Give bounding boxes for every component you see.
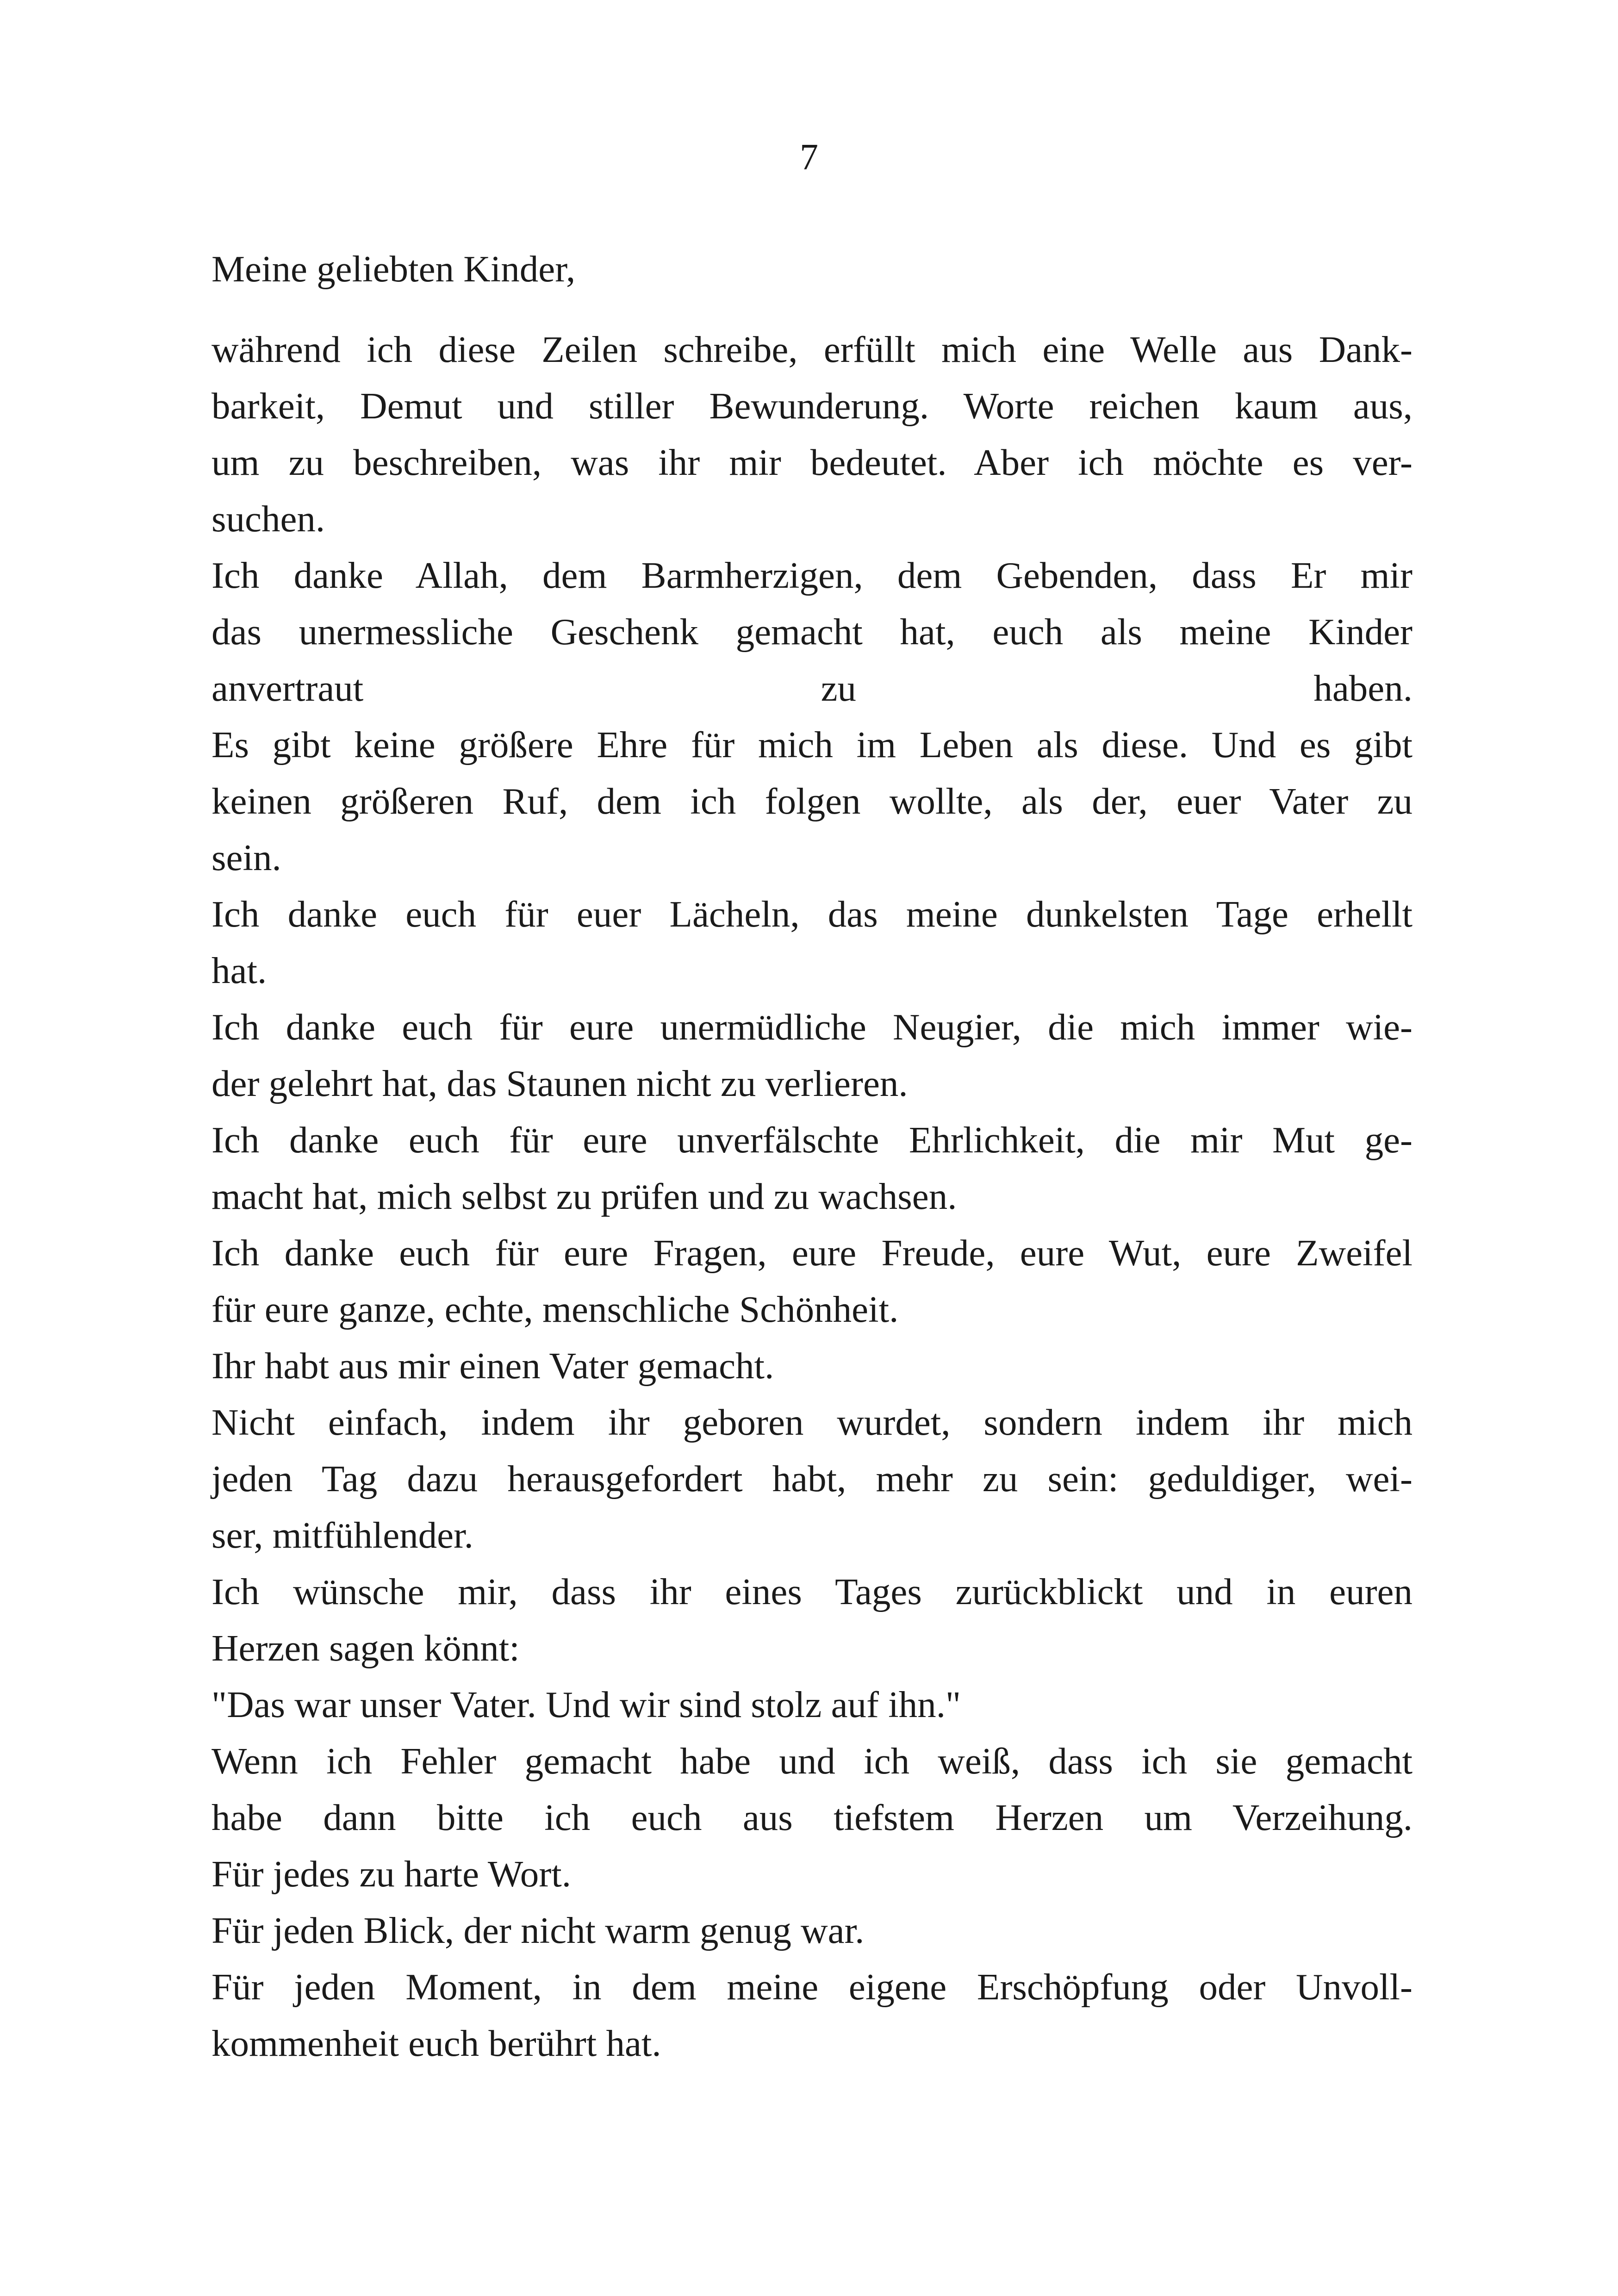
letter-line: anvertraut zu haben. — [212, 667, 1413, 709]
letter-body — [212, 241, 1413, 2072]
page-number: 7 — [800, 137, 818, 178]
letter-line: kommenheit euch berührt hat. — [212, 2022, 661, 2064]
letter-line: habe dann bitte ich euch aus tiefstem Herzen um Verzeihung. — [212, 1797, 1413, 1838]
letter-line: jeden Tag dazu herausgefordert habt, mehr zu sein: geduldiger, wei- — [212, 1458, 1413, 1500]
letter-line: sein. — [212, 837, 281, 878]
letter-line: ser, mitfühlender. — [212, 1514, 473, 1556]
letter-line: hat. — [212, 950, 267, 991]
letter-line: Ich danke Allah, dem Barmherzigen, dem Gebenden, dass Er mir — [212, 554, 1413, 596]
letter-line: Ihr habt aus mir einen Vater gemacht. — [212, 1345, 774, 1387]
letter-line: Ich danke euch für eure unermüdliche Neugier, die mich immer wie- — [212, 1006, 1413, 1048]
letter-line: Es gibt keine größere Ehre für mich im Leben als diese. Und es gibt — [212, 724, 1413, 765]
letter-line: Herzen sagen könnt: — [212, 1627, 520, 1669]
letter-line: "Das war unser Vater. Und wir sind stolz auf ihn." — [212, 1684, 961, 1725]
letter-line: während ich diese Zeilen schreibe, erfüllt mich eine Welle aus Dank- — [212, 329, 1413, 370]
letter-line: der gelehrt hat, das Staunen nicht zu verlieren. — [212, 1063, 908, 1104]
letter-line: Ich danke euch für eure unverfälschte Ehrlichkeit, die mir Mut ge- — [212, 1119, 1413, 1161]
letter-line: Ich wünsche mir, dass ihr eines Tages zurückblickt und in euren — [212, 1571, 1413, 1612]
letter-line: Für jeden Moment, in dem meine eigene Erschöpfung oder Unvoll- — [212, 1966, 1413, 2008]
letter-line: Wenn ich Fehler gemacht habe und ich weiß, dass ich sie gemacht — [212, 1740, 1413, 1782]
letter-line: Ich danke euch für eure Fragen, eure Freude, eure Wut, eure Zweifel — [212, 1232, 1413, 1274]
letter-line: suchen. — [212, 498, 325, 540]
letter-line: keinen größeren Ruf, dem ich folgen wollte, als der, euer Vater zu — [212, 780, 1413, 822]
letter-line: macht hat, mich selbst zu prüfen und zu wachsen. — [212, 1176, 957, 1217]
letter-line: um zu beschreiben, was ihr mir bedeutet. Aber ich möchte es ver- — [212, 442, 1413, 483]
letter-line: für eure ganze, echte, menschliche Schönheit. — [212, 1288, 899, 1330]
letter-lines — [212, 321, 1413, 2072]
letter-line: barkeit, Demut und stiller Bewunderung. Worte reichen kaum aus, — [212, 385, 1413, 427]
letter-line: Ich danke euch für euer Lächeln, das meine dunkelsten Tage erhellt — [212, 893, 1413, 935]
letter-line: das unermessliche Geschenk gemacht hat, euch als meine Kinder — [212, 611, 1413, 653]
letter-line: Für jeden Blick, der nicht warm genug war. — [212, 1910, 865, 1951]
letter-salutation: Meine geliebten Kinder, — [212, 248, 576, 290]
letter-line: Für jedes zu harte Wort. — [212, 1853, 572, 1895]
letter-line: Nicht einfach, indem ihr geboren wurdet, sondern indem ihr mich — [212, 1401, 1413, 1443]
